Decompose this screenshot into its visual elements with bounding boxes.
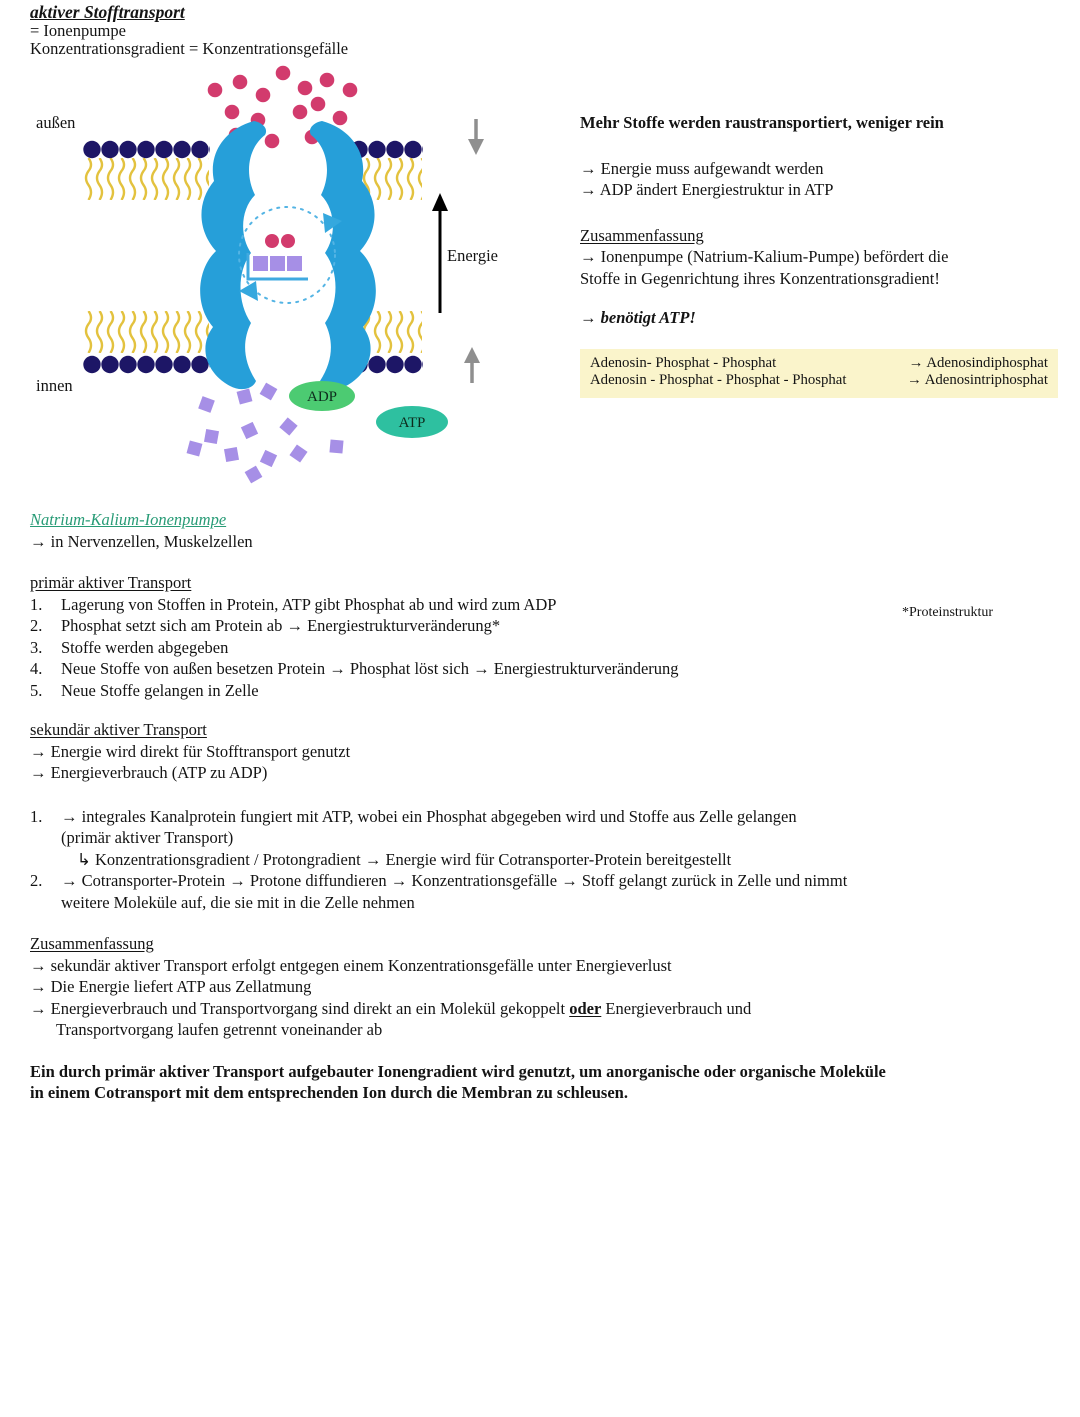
list-item-line xyxy=(30,870,1062,892)
summary-section xyxy=(30,933,1062,1041)
list-item xyxy=(30,637,1062,659)
list-number: 5. xyxy=(30,680,43,700)
conclusion-line: in einem Cotransport mit dem entsprechenden Ion durch die Membran zu schleusen. xyxy=(30,1083,628,1102)
membrane-bottom-leaflet xyxy=(83,311,423,374)
secondary-transport-title: sekundär aktiver Transport xyxy=(30,720,207,739)
formula-left: Adenosin- Phosphat - Phosphat xyxy=(590,354,777,371)
note-line: → Energieverbrauch (ATP zu ADP) xyxy=(30,763,268,782)
conclusion-paragraph xyxy=(30,1061,1062,1104)
gradient-down-arrow-icon xyxy=(468,119,484,155)
pump-protein xyxy=(200,121,376,389)
list-item-line: ↳ Konzentrationsgradient / Protongradient → Energie wird für Cotransporter-Protein bereitgestellt xyxy=(77,849,732,869)
note-line: → ADP ändert Energiestruktur in ATP xyxy=(580,180,834,199)
formula-right: → Adenosindiphosphat xyxy=(908,354,1048,371)
ion-pump-svg xyxy=(20,55,530,505)
adp-atp-formula-box xyxy=(580,349,1058,398)
primary-transport-list xyxy=(30,594,1062,702)
note-line: Stoffe in Gegenrichtung ihres Konzentrationsgradient! xyxy=(580,268,940,288)
lipid-heads xyxy=(83,140,210,159)
formula-row xyxy=(590,372,1048,390)
list-item xyxy=(30,680,1062,702)
energy-arrow-icon xyxy=(432,193,448,313)
list-item-line xyxy=(30,806,1062,828)
list-item xyxy=(30,594,1062,616)
primary-transport-title: primär aktiver Transport xyxy=(30,573,192,592)
lipid-tails xyxy=(83,158,209,200)
energy-label: Energie xyxy=(447,246,499,265)
gradient-up-arrow-icon xyxy=(464,347,480,383)
page-title: aktiver Stofftransport xyxy=(30,2,185,22)
right-summary xyxy=(580,225,1058,290)
conclusion-line: Ein durch primär aktiver Transport aufgebauter Ionengradient wird genutzt, um anorganische oder organische Moleküle xyxy=(30,1061,886,1081)
body-column xyxy=(30,509,1062,1104)
right-heading: Mehr Stoffe werden raustransportiert, weniger rein xyxy=(580,113,944,132)
lipid-heads xyxy=(83,355,210,374)
list-text: Neue Stoffe gelangen in Zelle xyxy=(61,680,259,700)
list-number: 2. xyxy=(30,616,43,635)
bound-phosphate xyxy=(253,256,268,271)
formula-left: Adenosin - Phosphat - Phosphat - Phosphat xyxy=(590,372,847,388)
note-line xyxy=(30,998,1062,1020)
lipid-tails xyxy=(83,311,209,353)
note-line: → sekundär aktiver Transport erfolgt entgegen einem Konzentrationsgefälle unter Energieverlust xyxy=(30,955,672,975)
right-column xyxy=(580,112,1058,398)
list-item xyxy=(30,658,1062,680)
list-text: Neue Stoffe von außen besetzen Protein → Phosphat löst sich → Energiestrukturveränderung xyxy=(61,659,679,678)
note-line: → Ionenpumpe (Natrium-Kalium-Pumpe) befördert die xyxy=(580,247,949,266)
header-line-ionenpumpe: = Ionenpumpe xyxy=(30,20,126,40)
note-line: → Die Energie liefert ATP aus Zellatmung xyxy=(30,977,312,996)
ion-pump-diagram xyxy=(20,55,530,505)
summary-title: Zusammenfassung xyxy=(30,934,154,953)
formula-right: → Adenosintriphosphat xyxy=(907,372,1048,388)
summary-title: Zusammenfassung xyxy=(580,225,704,245)
list-text: Phosphat setzt sich am Protein ab → Energiestrukturveränderung* xyxy=(61,616,501,635)
atp-molecule xyxy=(376,406,448,438)
adp-molecule xyxy=(289,381,355,411)
list-text: Lagerung von Stoffen in Protein, ATP gibt Phosphat ab und wird zum ADP xyxy=(61,594,557,614)
secondary-transport-list xyxy=(30,806,1062,914)
list-item-line: weitere Moleküle auf, die sie mit in die Zelle nehmen xyxy=(61,892,415,912)
list-text: → integrales Kanalprotein fungiert mit ATP, wobei ein Phosphat abgegeben wird und Stoffe aus Zelle gelangen xyxy=(61,806,797,826)
list-number: 2. xyxy=(30,871,43,890)
bound-ion xyxy=(265,234,279,248)
list-item xyxy=(30,615,1062,637)
emphasis-oder: oder xyxy=(569,998,602,1018)
note-line: → in Nervenzellen, Muskelzellen xyxy=(30,531,253,551)
bound-phosphate xyxy=(270,256,285,271)
list-item-line: (primär aktiver Transport) xyxy=(61,828,234,847)
list-number: 1. xyxy=(30,594,43,614)
note-line: Transportvorgang laufen getrennt voneinander ab xyxy=(56,1020,383,1039)
atp-label: ATP xyxy=(398,415,426,431)
adp-label: ADP xyxy=(306,389,338,405)
header xyxy=(30,3,348,59)
inside-label: innen xyxy=(36,376,73,395)
bound-ion xyxy=(281,234,295,248)
list-number: 1. xyxy=(30,806,43,826)
note-text: → Energieverbrauch und Transportvorgang sind direkt an ein Molekül gekoppelt xyxy=(30,998,570,1018)
list-number: 4. xyxy=(30,659,43,678)
formula-row xyxy=(590,355,1048,373)
outside-label: außen xyxy=(36,113,76,132)
pump-protein-left-lobe xyxy=(200,121,266,389)
atp-required-note: → benötigt ATP! xyxy=(580,308,696,327)
note-text: Energieverbrauch und xyxy=(601,998,752,1018)
list-item xyxy=(30,870,1062,913)
list-text: Stoffe werden abgegeben xyxy=(61,637,229,657)
note-line: → Energie muss aufgewandt werden xyxy=(580,158,824,178)
protein-structure-margin-note: *Proteinstruktur xyxy=(902,605,993,620)
list-number: 3. xyxy=(30,637,43,657)
header-line-gradient: Konzentrationsgradient = Konzentrationsgefälle xyxy=(30,39,349,58)
right-points xyxy=(580,158,1058,201)
pump-section-title: Natrium-Kalium-Ionenpumpe xyxy=(30,510,227,529)
bound-phosphate xyxy=(287,256,302,271)
list-text: → Cotransporter-Protein → Protone diffundieren → Konzentrationsgefälle → Stoff gelangt zurück in Zelle und nimmt xyxy=(61,871,848,890)
list-item xyxy=(30,806,1062,871)
note-line: → Energie wird direkt für Stofftransport genutzt xyxy=(30,741,351,761)
